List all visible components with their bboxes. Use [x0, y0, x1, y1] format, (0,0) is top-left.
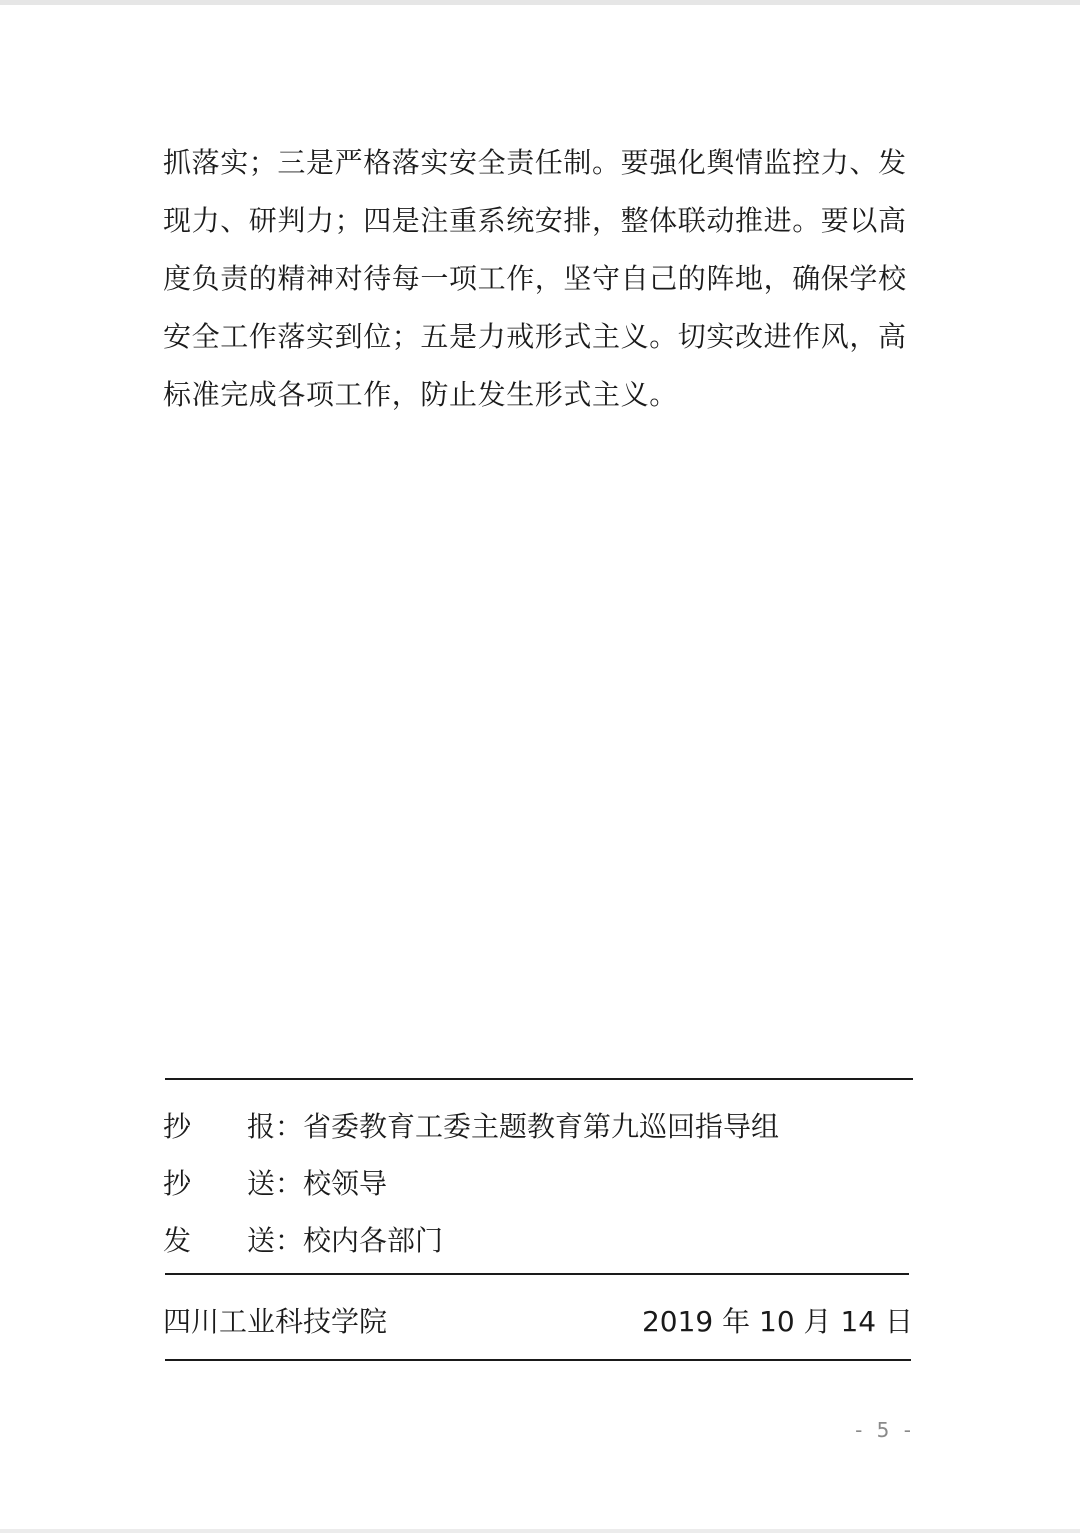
distribution-colon: ： — [275, 1223, 304, 1257]
distribution-label: 发 送 — [163, 1223, 275, 1257]
body-line: 现力、研判力；四是注重系统安排，整体联动推进。要以高 — [163, 204, 907, 237]
divider-bottom — [165, 1359, 911, 1361]
issuer-footer — [163, 1296, 913, 1344]
body-line: 度负责的精神对待每一项工作，坚守自己的阵地，确保学校 — [163, 262, 907, 295]
distribution-colon: ： — [275, 1109, 304, 1143]
distribution-label: 抄 送 — [163, 1166, 275, 1200]
issuer-name: 四川工业科技学院 — [163, 1305, 388, 1338]
divider-top — [165, 1078, 913, 1080]
top-edge-bar — [0, 0, 1080, 5]
body-line: 安全工作落实到位；五是力戒形式主义。切实改进作风，高 — [163, 320, 907, 353]
divider-middle — [165, 1273, 909, 1275]
distribution-value: 省委教育工委主题教育第九巡回指导组 — [303, 1109, 780, 1143]
page-number: - 5 - — [855, 1418, 915, 1442]
issue-date: 2019 年 10 月 14 日 — [641, 1305, 913, 1338]
distribution-value: 校领导 — [303, 1166, 388, 1200]
body-paragraph — [163, 134, 923, 424]
bottom-edge-bar — [0, 1529, 1080, 1533]
body-line: 抓落实；三是严格落实安全责任制。要强化舆情监控力、发 — [163, 146, 907, 179]
distribution-value: 校内各部门 — [303, 1223, 444, 1257]
distribution-row-copy — [163, 1153, 923, 1210]
distribution-label: 抄 报 — [163, 1109, 275, 1143]
distribution-list — [163, 1096, 923, 1267]
distribution-row-report — [163, 1096, 923, 1153]
distribution-row-send — [163, 1210, 923, 1267]
distribution-colon: ： — [275, 1166, 304, 1200]
body-line: 标准完成各项工作，防止发生形式主义。 — [163, 378, 678, 411]
